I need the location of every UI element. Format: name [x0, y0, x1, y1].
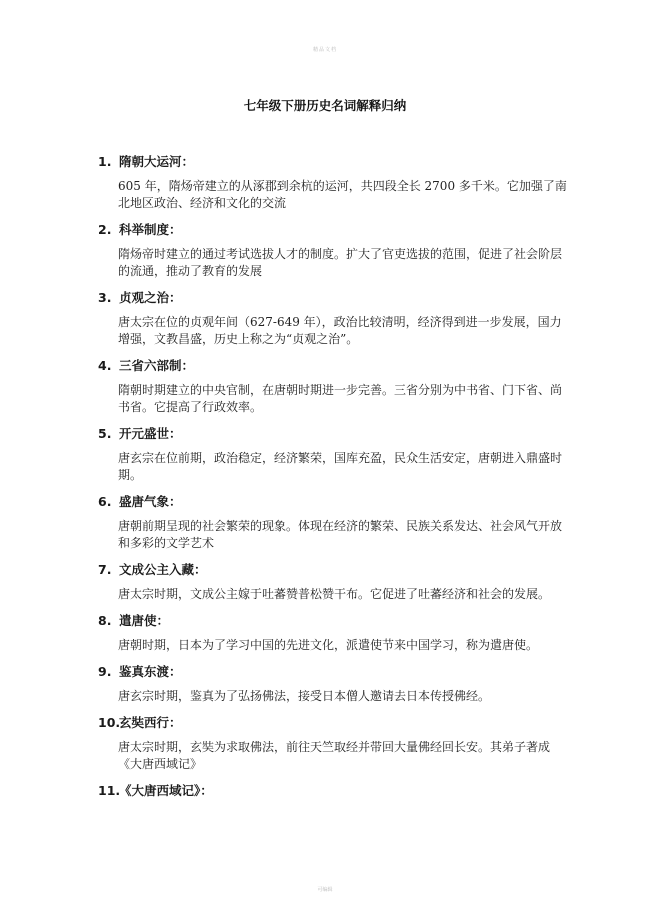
item-number: 2. — [98, 222, 112, 237]
term-heading — [98, 782, 568, 800]
term-name: 玄奘西行： — [119, 715, 182, 730]
term-heading — [98, 425, 568, 443]
item-number: 6. — [98, 494, 112, 509]
term-description: 隋朝时期建立的中央官制，在唐朝时期进一步完善。三省分别为中书省、门下省、尚书省。它提高了行政效率。 — [118, 383, 563, 414]
list-item — [98, 612, 568, 654]
term-heading — [98, 493, 568, 511]
item-number: 5. — [98, 426, 112, 441]
term-heading — [98, 714, 568, 732]
item-number: 4. — [98, 358, 112, 373]
term-list — [98, 153, 568, 809]
term-heading — [98, 561, 568, 579]
term-heading — [98, 612, 568, 630]
footer-watermark: 可编辑 — [317, 887, 333, 893]
item-number: 3. — [98, 290, 112, 305]
term-name: 三省六部制： — [119, 358, 195, 373]
item-number: 7. — [98, 562, 112, 577]
list-item — [98, 153, 568, 212]
term-description: 隋炀帝时建立的通过考试选拔人才的制度。扩大了官吏选拔的范围，促进了社会阶层的流通，推动了教育的发展 — [118, 247, 563, 278]
list-item — [98, 714, 568, 773]
term-name: 开元盛世： — [119, 426, 182, 441]
term-description: 唐玄宗时期，鉴真为了弘扬佛法，接受日本僧人邀请去日本传授佛经。 — [118, 689, 491, 703]
term-heading — [98, 663, 568, 681]
term-name: 鉴真东渡： — [119, 664, 182, 679]
item-number: 1. — [98, 154, 112, 169]
list-item — [98, 221, 568, 280]
term-description: 唐太宗在位的贞观年间（627-649 年），政治比较清明，经济得到进一步发展，国力增强，文教昌盛，历史上称之为“贞观之治”。 — [118, 315, 562, 346]
list-item — [98, 357, 568, 416]
term-name: 盛唐气象： — [119, 494, 182, 509]
term-name: 《大唐西域记》： — [119, 783, 213, 798]
term-description: 唐朝前期呈现的社会繁荣的现象。体现在经济的繁荣、民族关系发达、社会风气开放和多彩的文学艺术 — [118, 519, 563, 550]
list-item — [98, 493, 568, 552]
term-name: 隋朝大运河： — [119, 154, 195, 169]
term-heading — [98, 289, 568, 307]
term-name: 科举制度： — [119, 222, 182, 237]
term-heading — [98, 221, 568, 239]
term-name: 文成公主入藏： — [119, 562, 207, 577]
list-item — [98, 289, 568, 348]
list-item — [98, 782, 568, 800]
item-number: 8. — [98, 613, 112, 628]
header-watermark: 精品文档 — [312, 47, 337, 53]
item-number: 11. — [98, 783, 121, 798]
term-name: 遣唐使： — [119, 613, 170, 628]
term-heading — [98, 357, 568, 375]
term-heading — [98, 153, 568, 171]
list-item — [98, 663, 568, 705]
term-name: 贞观之治： — [119, 290, 182, 305]
term-description: 唐太宗时期，文成公主嫁于吐蕃赞普松赞干布。它促进了吐蕃经济和社会的发展。 — [118, 587, 551, 601]
term-description: 唐朝时期，日本为了学习中国的先进文化，派遣使节来中国学习，称为遣唐使。 — [118, 638, 539, 652]
term-description: 唐玄宗在位前期，政治稳定，经济繁荣，国库充盈，民众生活安定，唐朝进入鼎盛时期。 — [118, 451, 563, 482]
term-description: 605 年，隋炀帝建立的从涿郡到余杭的运河，共四段全长 2700 多千米。它加强了南北地区政治、经济和文化的交流 — [118, 179, 567, 210]
page-title: 七年级下册历史名词解释归纳 — [243, 98, 407, 113]
list-item — [98, 425, 568, 484]
list-item — [98, 561, 568, 603]
term-description: 唐太宗时期，玄奘为求取佛法，前往天竺取经并带回大量佛经回长安。其弟子著成《大唐西域记》 — [118, 740, 551, 771]
item-number: 9. — [98, 664, 112, 679]
item-number: 10. — [98, 715, 121, 730]
